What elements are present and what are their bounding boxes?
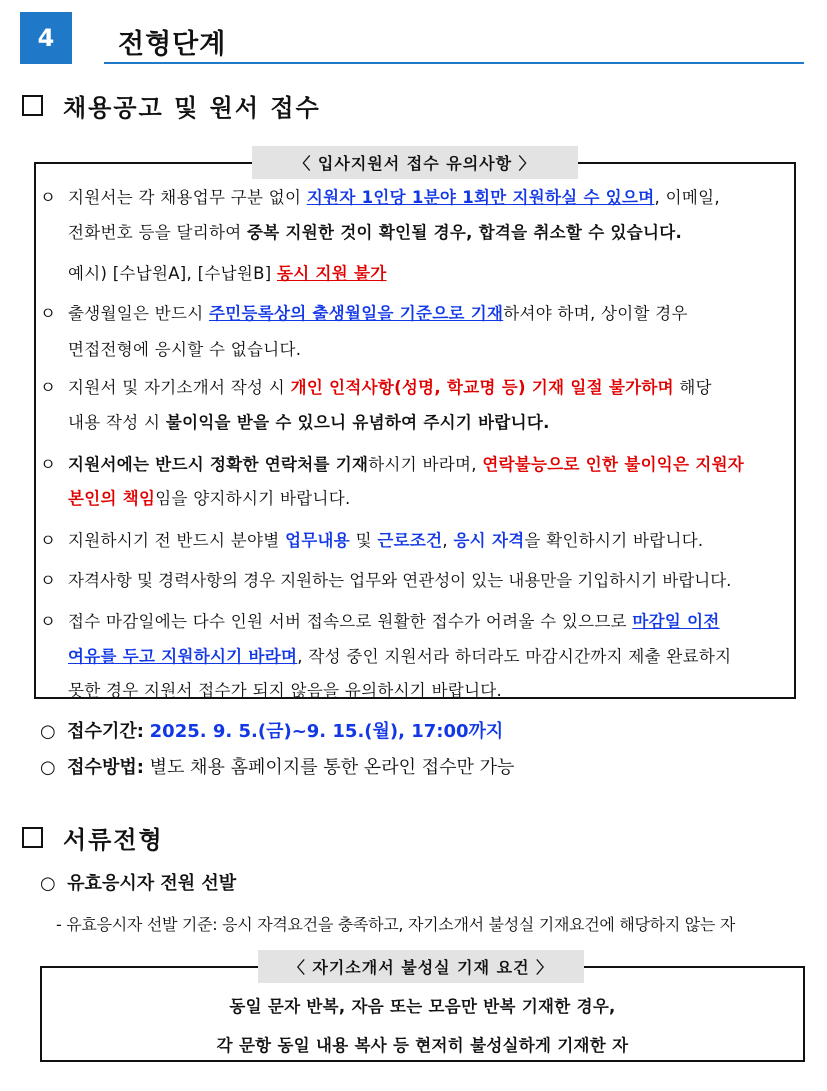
notice-item-2-line-1: ㅇ 출생월일은 반드시 주민등록상의 출생월일을 기준으로 기재하셔야 하며, 상이할 경우 (40, 300, 688, 324)
notice-item-3-line-2: 내용 작성 시 불이익을 받을 수 있으니 유념하여 주시기 바랍니다. (68, 413, 550, 432)
insincere-criteria-line-2: 각 문항 동일 내용 복사 등 현저히 불성실하게 기재한 자 (216, 1036, 629, 1055)
screening-criteria: - 유효응시자 선발 기준: 응시 자격요건을 충족하고, 자기소개서 불성실 기재요건에 해당하지 않는 자 (56, 915, 736, 934)
section-heading-document-screening (22, 820, 164, 855)
section-heading-application (22, 88, 321, 123)
notice-item-4-line-2: 본인의 책임임을 양지하시기 바랍니다. (68, 489, 351, 508)
title-underline (104, 62, 804, 64)
notice-item-7-line-2: 여유를 두고 지원하시기 바라며, 작성 중인 지원서라 하더라도 마감시간까지 제출 완료하지 (68, 647, 732, 666)
section-heading-text: 서류전형 (63, 826, 164, 854)
notice-item-7-line-1: ㅇ 접수 마감일에는 다수 인원 서버 접속으로 원활한 접수가 어려울 수 있으므로 마감일 이전 (40, 608, 720, 632)
bullet-icon: ㅇ (40, 571, 56, 590)
section-heading-text: 채용공고 및 원서 접수 (63, 94, 321, 122)
bullet-icon: ㅇ (40, 188, 57, 207)
application-period: ○ 접수기간: 2025. 9. 5.(금)~9. 15.(월), 17:00까지 (40, 721, 504, 742)
bullet-icon: ㅇ (40, 378, 57, 397)
notice-item-5: ㅇ 지원하시기 전 반드시 분야별 업무내용 및 근로조건, 응시 자격을 확인하시기 바랍니다. (40, 527, 703, 551)
notice-item-7-line-3: 못한 경우 지원서 접수가 되지 않음을 유의하시기 바랍니다. (68, 681, 503, 700)
section-number-badge: 4 (20, 12, 72, 64)
notice-item-1-line-2: 전화번호 등을 달리하여 중복 지원한 것이 확인될 경우, 합격을 취소할 수 있습니다. (68, 223, 683, 242)
notice-item-4-line-1: ㅇ 지원서에는 반드시 정확한 연락처를 기재하시기 바라며, 연락불능으로 인한 불이익은 지원자 (40, 451, 744, 475)
checkbox-square-icon (22, 827, 43, 848)
circle-bullet-icon: ○ (40, 757, 56, 778)
application-method: ○ 접수방법: 별도 채용 홈페이지를 통한 온라인 접수만 가능 (40, 757, 515, 778)
circle-bullet-icon: ○ (40, 721, 56, 742)
bullet-icon: ㅇ (40, 455, 57, 474)
insincere-criteria-line-1: 동일 문자 반복, 자음 또는 모음만 반복 기재한 경우, (229, 997, 616, 1016)
notice-item-2-line-2: 면접전형에 응시할 수 없습니다. (68, 340, 302, 359)
circle-bullet-icon: ○ (40, 873, 56, 894)
bullet-icon: ㅇ (40, 612, 57, 631)
checkbox-square-icon (22, 95, 43, 116)
bullet-icon: ㅇ (40, 304, 57, 323)
notice-item-1-example: 예시) [수납원A], [수납원B] 동시 지원 불가 (68, 264, 387, 283)
notice-item-1-line-1: ㅇ 지원서는 각 채용업무 구분 없이 지원자 1인당 1분야 1회만 지원하실 수 있으며, 이메일, (40, 184, 720, 208)
notice-item-6: ㅇ 자격사항 및 경력사항의 경우 지원하는 업무와 연관성이 있는 내용만을 기입하시기 바랍니다. (40, 567, 731, 591)
screening-item: ○ 유효응시자 전원 선발 (40, 873, 237, 894)
bullet-icon: ㅇ (40, 531, 57, 550)
insincere-criteria-label: 〈 자기소개서 불성실 기재 요건 〉 (258, 950, 584, 983)
notice-item-3-line-1: ㅇ 지원서 및 자기소개서 작성 시 개인 인적사항(성명, 학교명 등) 기재 일절 불가하며 해당 (40, 374, 712, 398)
notice-box-label: 〈 입사지원서 접수 유의사항 〉 (252, 146, 578, 179)
page-title: 전형단계 (118, 29, 227, 60)
